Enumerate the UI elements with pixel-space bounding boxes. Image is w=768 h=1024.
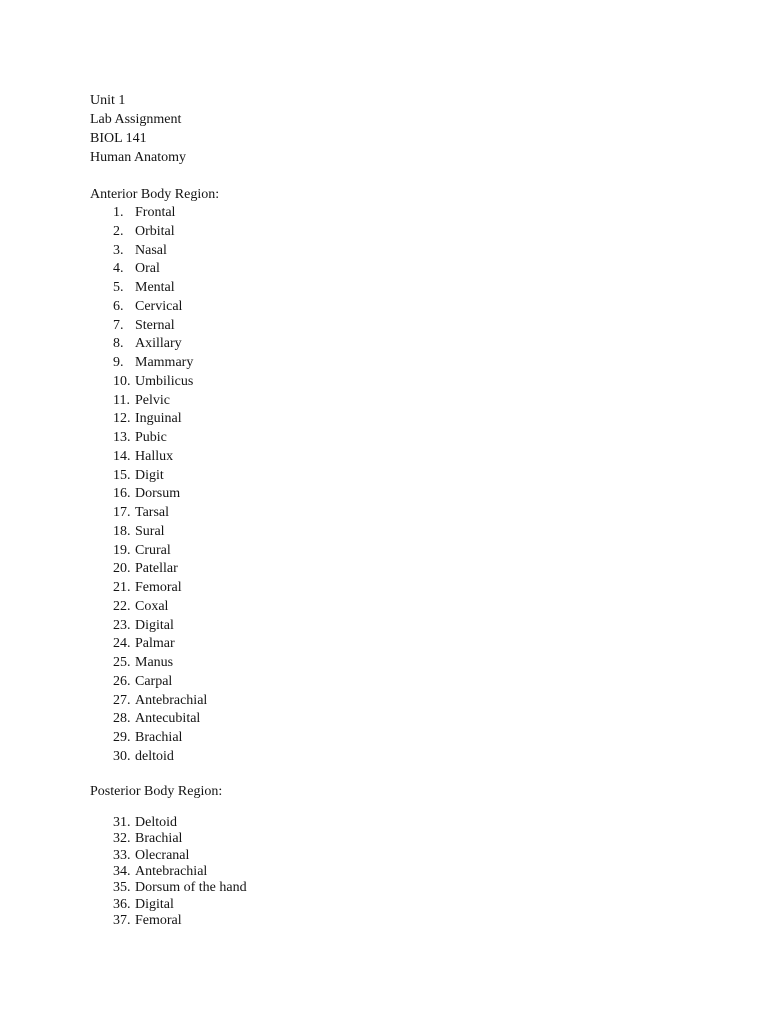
list-item-label: Sternal (135, 317, 175, 333)
list-item (90, 635, 219, 654)
header-assignment-line: Lab Assignment (90, 112, 182, 127)
list-item (90, 673, 219, 692)
list-item-number: 16. (113, 486, 131, 502)
list-item-label: Mammary (135, 355, 194, 370)
list-item-number: 6. (113, 298, 124, 314)
list-item-label: Manus (135, 655, 174, 670)
list-item (90, 748, 219, 767)
list-item-number: 5. (113, 280, 124, 295)
list-item (90, 354, 219, 373)
list-item-label: Patellar (135, 561, 178, 577)
list-item-number: 15. (113, 467, 131, 483)
list-item-label: Axillary (135, 336, 182, 352)
list-item-label: Digit (135, 467, 164, 483)
list-item (90, 560, 219, 579)
list-item-label: Palmar (135, 636, 175, 652)
list-item-number: 34. (113, 863, 131, 879)
posterior-section (90, 782, 247, 929)
section-heading: Posterior Body Region: (90, 784, 223, 799)
list-item-label: Nasal (135, 242, 167, 258)
list-item (90, 298, 219, 317)
list-item (90, 848, 247, 864)
list-item (90, 880, 247, 896)
list-item-number: 3. (113, 242, 124, 258)
list-item-number: 9. (113, 355, 124, 370)
list-item (90, 864, 247, 880)
list-item-number: 31. (113, 815, 131, 830)
list-item-label: Femoral (135, 580, 182, 595)
header-subject-line: Human Anatomy (90, 150, 187, 165)
list-item-label: Mental (135, 280, 175, 295)
list-item-label: Hallux (135, 448, 174, 464)
list-item-label: Antebrachial (135, 863, 208, 879)
list-item-label: Tarsal (135, 505, 170, 520)
list-item (90, 729, 219, 748)
list-item-label: Deltoid (135, 815, 177, 830)
list-item-label: Dorsum (135, 486, 181, 502)
list-item-number: 18. (113, 523, 131, 539)
list-item-label: Brachial (135, 730, 183, 745)
list-item-number: 11. (113, 392, 130, 408)
list-item-label: Inguinal (135, 411, 182, 427)
section-heading: Anterior Body Region: (90, 187, 220, 202)
list-item-label: Brachial (135, 831, 183, 847)
list-item (90, 617, 219, 636)
list-item (90, 204, 219, 223)
list-item (90, 598, 219, 617)
list-item (90, 242, 219, 261)
list-item-number: 19. (113, 542, 131, 558)
list-item-number: 33. (113, 847, 131, 863)
list-item-label: Dorsum of the hand (135, 880, 247, 896)
list-item-number: 36. (113, 896, 131, 912)
header-course-line: BIOL 141 (90, 131, 147, 146)
list-item-number: 12. (113, 411, 131, 427)
list-item (90, 831, 247, 847)
list-item (90, 710, 219, 729)
list-item (90, 815, 247, 831)
list-item-number: 13. (113, 430, 131, 445)
numbered-list (90, 815, 247, 929)
list-item (90, 897, 247, 913)
list-item-number: 21. (113, 580, 131, 595)
list-item-label: Crural (135, 542, 171, 558)
list-item (90, 448, 219, 467)
list-item (90, 542, 219, 561)
list-item-number: 17. (113, 505, 131, 520)
list-item-number: 8. (113, 336, 124, 352)
list-item-number: 26. (113, 673, 131, 689)
list-item-label: Frontal (135, 205, 176, 220)
list-item-label: Digital (135, 896, 174, 912)
list-item-label: Antecubital (135, 711, 201, 727)
list-item-label: Umbilicus (135, 373, 194, 389)
list-item-number: 22. (113, 598, 131, 614)
list-item-number: 32. (113, 831, 131, 847)
list-item (90, 410, 219, 429)
list-item-number: 14. (113, 448, 131, 464)
list-item-label: Carpal (135, 673, 173, 689)
list-item-number: 4. (113, 261, 124, 277)
list-item (90, 429, 219, 448)
list-item-number: 37. (113, 912, 131, 928)
list-item (90, 317, 219, 336)
list-item-number: 20. (113, 561, 131, 577)
list-item (90, 373, 219, 392)
list-item-number: 35. (113, 880, 131, 896)
list-item (90, 692, 219, 711)
list-item (90, 523, 219, 542)
list-item-number: 10. (113, 373, 131, 389)
list-item-number: 30. (113, 748, 131, 764)
list-item (90, 504, 219, 523)
list-item (90, 913, 247, 929)
list-item-number: 25. (113, 655, 131, 670)
document-header (90, 91, 186, 167)
list-item-number: 27. (113, 692, 131, 708)
list-item (90, 467, 219, 486)
list-item (90, 392, 219, 411)
list-item-label: Pelvic (135, 392, 170, 408)
list-item-label: Pubic (135, 430, 167, 445)
list-item-label: Digital (135, 617, 174, 633)
list-item-number: 7. (113, 317, 124, 333)
list-item (90, 335, 219, 354)
list-item (90, 279, 219, 298)
list-item-label: Orbital (135, 223, 175, 239)
list-item-number: 2. (113, 223, 124, 239)
list-item (90, 260, 219, 279)
list-item-number: 1. (113, 205, 124, 220)
list-item-label: Cervical (135, 298, 183, 314)
list-item-label: Antebrachial (135, 692, 208, 708)
list-item (90, 223, 219, 242)
list-item (90, 654, 219, 673)
anterior-section (90, 185, 219, 767)
list-item-label: deltoid (135, 748, 174, 764)
list-item (90, 485, 219, 504)
list-item-label: Coxal (135, 598, 169, 614)
numbered-list (90, 204, 219, 767)
list-item-label: Olecranal (135, 847, 190, 863)
list-item-label: Femoral (135, 912, 182, 928)
list-item-number: 29. (113, 730, 131, 745)
list-item-number: 28. (113, 711, 131, 727)
list-item-number: 24. (113, 636, 131, 652)
list-item-label: Oral (135, 261, 160, 277)
header-unit-line: Unit 1 (90, 93, 126, 108)
list-item-label: Sural (135, 523, 165, 539)
list-item (90, 579, 219, 598)
list-item-number: 23. (113, 617, 131, 633)
